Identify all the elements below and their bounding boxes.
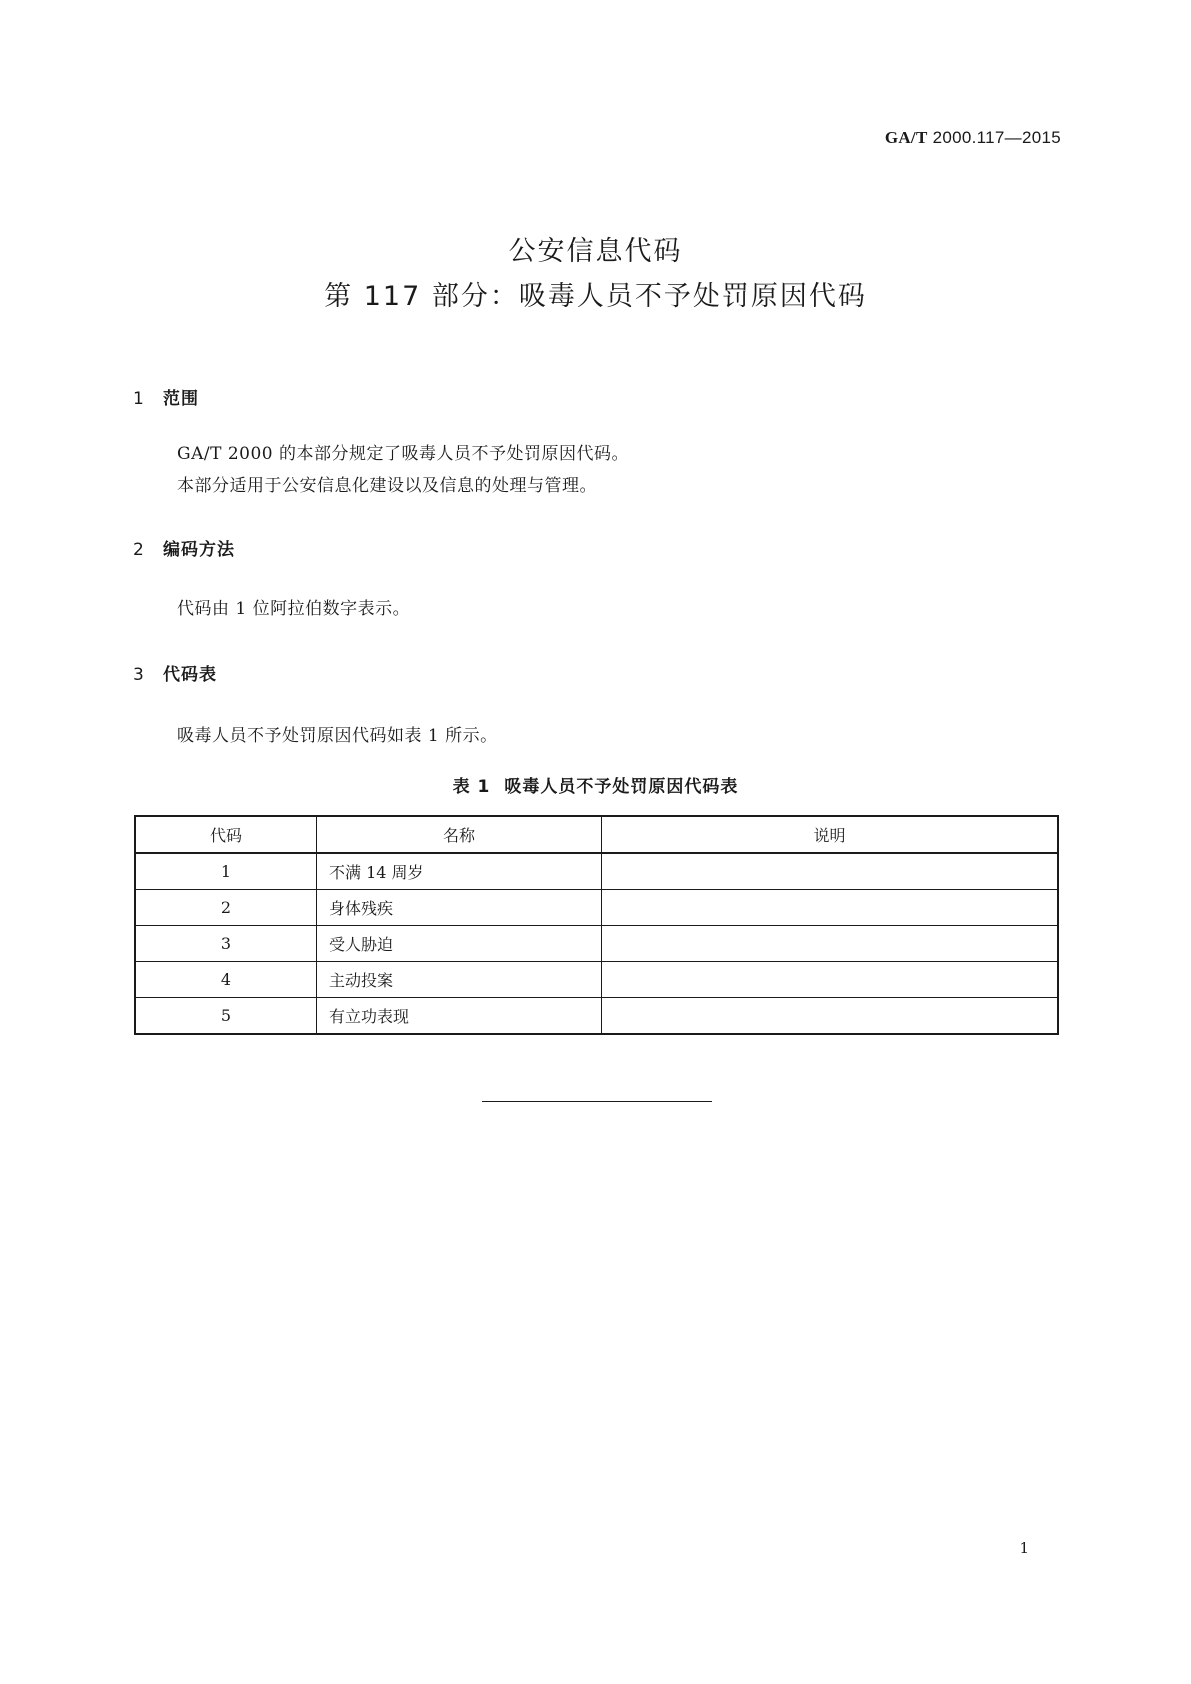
standard-prefix: GA/T: [884, 128, 928, 147]
standard-code: 2000.117—2015: [932, 128, 1061, 147]
section-title: 编码方法: [163, 540, 235, 560]
section-number: 2: [133, 540, 145, 560]
standard-number: [885, 128, 1061, 148]
table-row: [135, 962, 1058, 998]
section-title: 代码表: [163, 665, 217, 685]
column-header-name: 名称: [317, 816, 602, 853]
section-heading-code-table: [133, 660, 217, 685]
cell-name: 主动投案: [317, 962, 602, 998]
cell-code: 3: [135, 926, 317, 962]
paragraph: 本部分适用于公安信息化建设以及信息的处理与管理。: [177, 476, 597, 496]
code-table: [134, 815, 1059, 1035]
cell-code: 2: [135, 890, 317, 926]
document-title: 公安信息代码: [508, 236, 683, 267]
table-row: [135, 998, 1058, 1035]
paragraph: 吸毒人员不予处罚原因代码如表 1 所示。: [177, 726, 498, 746]
section-number: 3: [133, 665, 145, 685]
cell-name: 身体残疾: [317, 890, 602, 926]
section-heading-encoding: [133, 535, 235, 560]
table-caption: [0, 772, 1191, 797]
column-header-description: 说明: [602, 816, 1059, 853]
column-header-code: 代码: [135, 816, 317, 853]
table-row: [135, 926, 1058, 962]
cell-name: 有立功表现: [317, 998, 602, 1035]
table-header-row: [135, 816, 1058, 853]
table-caption-label: 表 1: [452, 777, 491, 797]
cell-description: [602, 853, 1059, 890]
paragraph: GA/T 2000 的本部分规定了吸毒人员不予处罚原因代码。: [177, 444, 629, 464]
cell-description: [602, 962, 1059, 998]
cell-name: 不满 14 周岁: [317, 853, 602, 890]
table-caption-title: 吸毒人员不予处罚原因代码表: [504, 777, 739, 797]
section-heading-scope: [133, 384, 199, 409]
page-number: 1: [1019, 1539, 1029, 1557]
table-row: [135, 890, 1058, 926]
cell-code: 1: [135, 853, 317, 890]
cell-description: [602, 998, 1059, 1035]
table-row: [135, 853, 1058, 890]
cell-description: [602, 890, 1059, 926]
paragraph: 代码由 1 位阿拉伯数字表示。: [177, 599, 411, 619]
section-title: 范围: [163, 389, 199, 409]
end-of-document-rule: [482, 1101, 712, 1102]
cell-code: 5: [135, 998, 317, 1035]
cell-code: 4: [135, 962, 317, 998]
cell-name: 受人胁迫: [317, 926, 602, 962]
document-subtitle: 第 117 部分：吸毒人员不予处罚原因代码: [324, 281, 867, 312]
cell-description: [602, 926, 1059, 962]
section-number: 1: [133, 389, 145, 409]
